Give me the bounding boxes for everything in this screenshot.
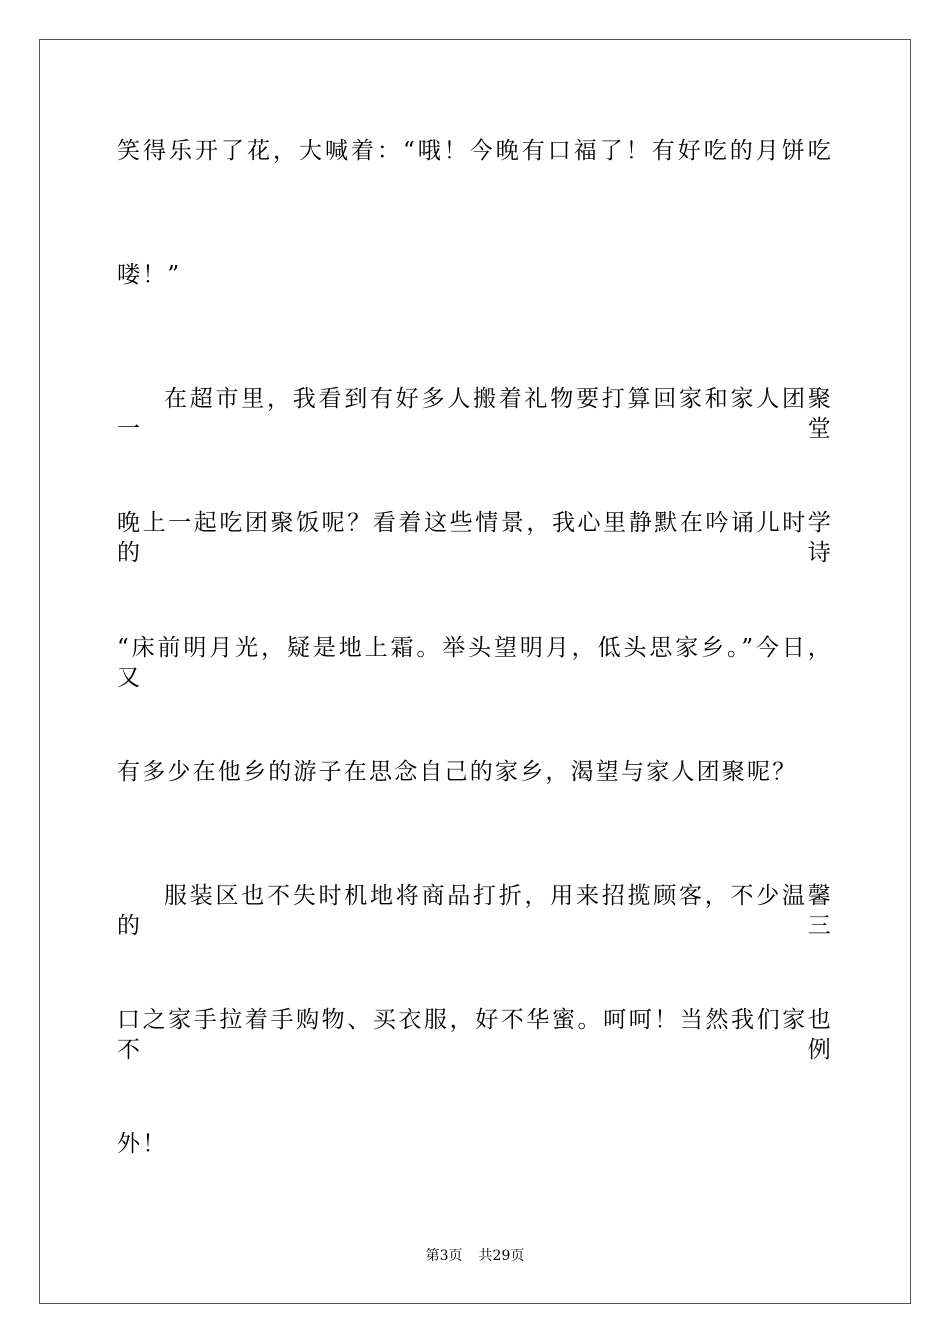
text-line: 外！	[117, 1131, 168, 1157]
page-total: 共29页	[478, 1248, 525, 1264]
page-footer	[0, 1247, 950, 1265]
text-line: 笑得乐开了花，大喊着：“哦！今晚有口福了！有好吃的月饼吃	[117, 138, 833, 164]
text-line: 晚上一起吃团聚饭呢？看着这些情景，我心里静默在吟诵儿时学的诗	[117, 510, 833, 566]
text-line: 口之家手拉着手购物、买衣服，好不华蜜。呵呵！当然我们家也不例	[117, 1007, 833, 1063]
text-line: “床前明月光，疑是地上霜。举头望明月，低头思家乡。”今日，又	[117, 635, 833, 691]
page-number: 第3页	[425, 1248, 463, 1264]
text-line: 喽！”	[117, 262, 182, 288]
page-border	[39, 39, 911, 1304]
text-line: 有多少在他乡的游子在思念自己的家乡，渴望与家人团聚呢？	[117, 759, 798, 785]
text-line: 在超市里，我看到有好多人搬着礼物要打算回家和家人团聚一堂	[117, 386, 833, 442]
text-line: 服装区也不失时机地将商品打折，用来招揽顾客，不少温馨的三	[117, 883, 833, 939]
